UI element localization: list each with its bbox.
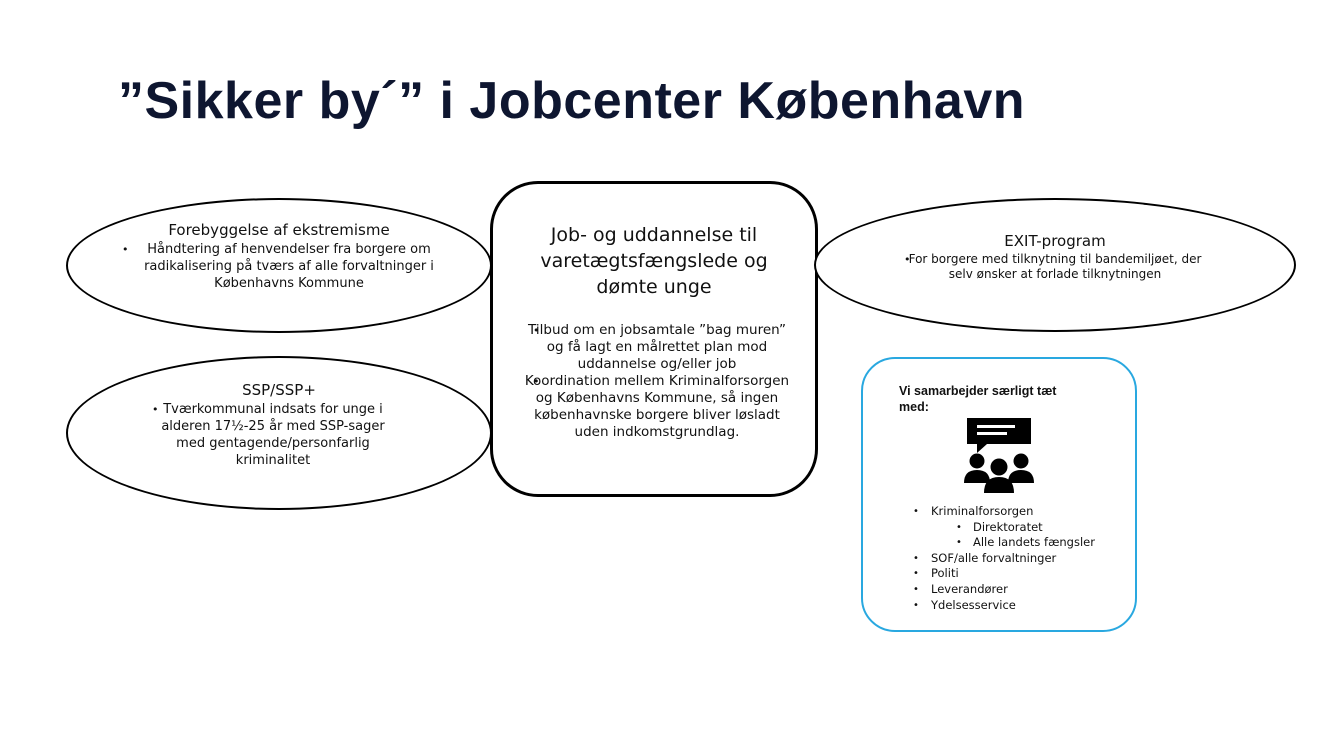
list-item: • Leverandører <box>913 582 1095 598</box>
list-item: • SOF/alle forvaltninger <box>913 551 1095 567</box>
partners-heading: Vi samarbejder særligt tæt med: <box>899 384 1057 414</box>
page-title: ”Sikker by´” i Jobcenter København <box>118 72 1026 130</box>
list-item: • Politi <box>913 566 1095 582</box>
list-item: • Håndtering af henvendelser fra borgere om radikalisering på tværs af alle forvaltninger i Københavns Kommune <box>122 241 456 292</box>
ellipse-heading: SSP/SSP+ <box>242 381 316 399</box>
list-item: • Tværkommunal indsats for unge i alderen 17½-25 år med SSP-sager med gentagende/personfarlig kriminalitet <box>152 401 394 469</box>
partners-list <box>913 504 1095 613</box>
ssp-ellipse <box>66 356 492 510</box>
bullet-list <box>152 401 394 469</box>
exit-program-ellipse <box>814 198 1296 332</box>
list-item: • For borgere med tilknytning til bandemiljøet, der selv ønsker at forlade tilknytningen <box>904 252 1206 282</box>
prevention-extremism-ellipse <box>66 198 492 333</box>
ellipse-heading: Forebyggelse af ekstremisme <box>168 221 390 239</box>
box-heading: Job- og uddannelse til varetægtsfængslede og dømte unge <box>540 224 768 298</box>
list-item: • Alle landets fængsler <box>913 535 1095 551</box>
list-item: • Direktoratet <box>913 520 1095 536</box>
meeting-people-icon <box>963 417 1035 495</box>
list-item: • Kriminalforsorgen <box>913 504 1095 520</box>
list-item: • Koordination mellem Kriminalforsorgen og Københavns Kommune, så ingen københavnske borgere bliver løsladt uden indkomstgrundlag. <box>521 373 793 441</box>
bullet-list <box>521 322 793 441</box>
list-item: • Ydelsesservice <box>913 598 1095 614</box>
youth-job-education-box <box>490 181 818 497</box>
bullet-list <box>904 252 1206 282</box>
partners-box <box>861 357 1137 632</box>
ellipse-heading: EXIT-program <box>1004 232 1106 250</box>
bullet-list <box>122 241 456 292</box>
list-item: • Tilbud om en jobsamtale ”bag muren” og få lagt en målrettet plan mod uddannelse og/eller job <box>521 322 793 373</box>
